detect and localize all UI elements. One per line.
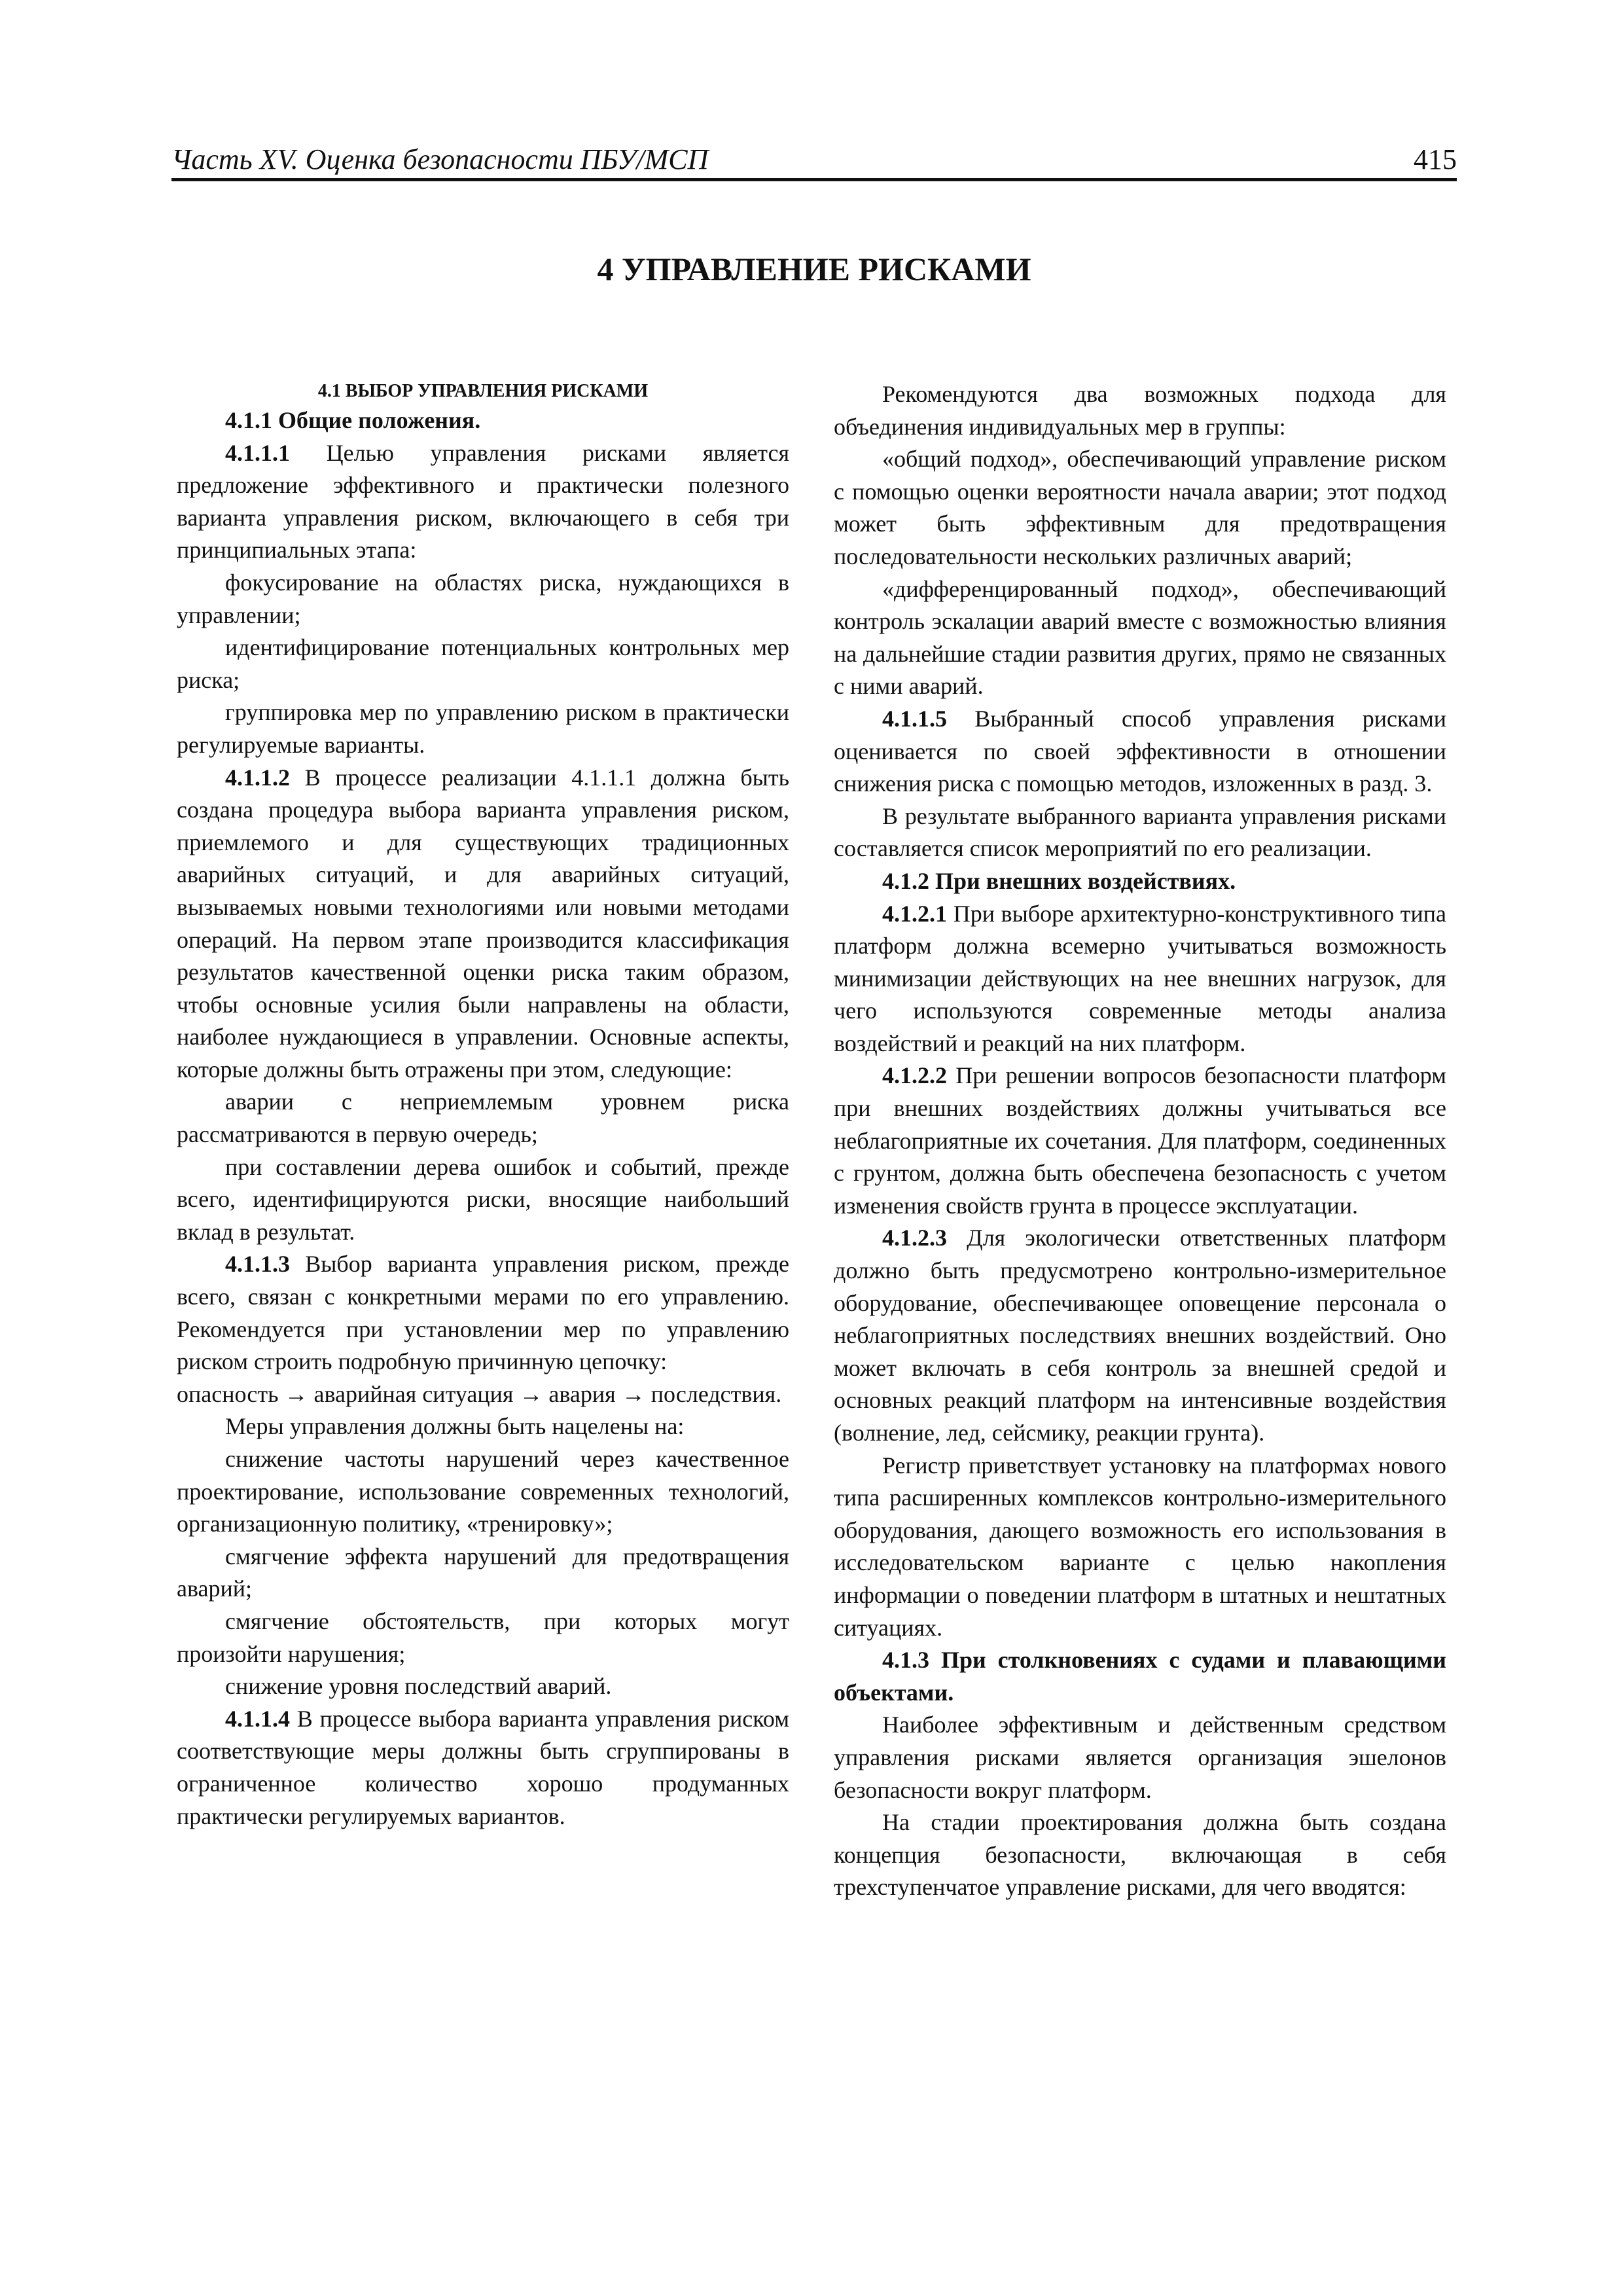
clause-number: 4.1.1.3 — [225, 1251, 290, 1278]
paragraph — [834, 378, 1446, 443]
right-paragraphs — [834, 378, 1446, 1904]
subsection-heading — [177, 404, 789, 437]
paragraph-text: аварии с неприемлемым уровнем риска рассматриваются в первую очередь; — [177, 1088, 789, 1148]
paragraph-text: «дифференцированный подход», обеспечивающий контроль эскалации аварий вместе с возможностью влияния на дальнейшие стадии развития других, прямо не связанных с ними аварий. — [834, 575, 1446, 700]
subsection-heading-text: 4.1.1 Общие положения. — [225, 407, 481, 433]
paragraph-text: В результате выбранного варианта управления рисками составляется список мероприятий по его реализации. — [834, 802, 1446, 862]
paragraph-text: На стадии проектирования должна быть создана концепция безопасности, включающая в себя трехступенчатое управление рисками, для чего вводятся: — [834, 1809, 1446, 1901]
paragraph — [177, 1443, 789, 1541]
paragraph-text: смягчение обстоятельств, при которых могут произойти нарушения; — [177, 1607, 789, 1667]
right-column — [834, 378, 1446, 1904]
left-paragraphs — [177, 404, 789, 1833]
paragraph — [834, 1060, 1446, 1222]
clause-number: 4.1.1.1 — [225, 439, 290, 466]
paragraph — [177, 1410, 789, 1443]
clause-number: 4.1.1.4 — [225, 1705, 290, 1732]
paragraph — [177, 1151, 789, 1249]
paragraph-text: В процессе выбора варианта управления риском соответствующие меры должны быть сгруппированы в ограниченное количество хорошо продуманных практически регулируемых вариантов. — [177, 1705, 789, 1829]
paragraph-text: при составлении дерева ошибок и событий, прежде всего, идентифицируются риски, вносящие наибольший вклад в результат. — [177, 1153, 789, 1245]
paragraph-text: фокусирование на областях риска, нуждающихся в управлении; — [177, 569, 789, 628]
subsection-heading — [834, 1644, 1446, 1709]
paragraph — [177, 1703, 789, 1833]
paragraph-text: Рекомендуются два возможных подхода для объединения индивидуальных мер в группы: — [834, 381, 1446, 440]
paragraph — [834, 443, 1446, 573]
paragraph — [834, 1709, 1446, 1806]
subsection-heading-text: 4.1.3 При столкновениях с судами и плавающими объектами. — [834, 1647, 1446, 1706]
paragraph — [177, 1248, 789, 1378]
paragraph — [177, 762, 789, 1086]
paragraph — [834, 1222, 1446, 1449]
paragraph — [177, 437, 789, 567]
paragraph-text: смягчение эффекта нарушений для предотвращения аварий; — [177, 1543, 789, 1602]
paragraph-text: снижение частоты нарушений через качественное проектирование, использование современных технологий, организационную политику, «тренировку»; — [177, 1446, 789, 1537]
section-heading: 4.1 ВЫБОР УПРАВЛЕНИЯ РИСКАМИ — [317, 381, 649, 401]
paragraph — [177, 567, 789, 632]
subsection-heading — [834, 865, 1446, 898]
paragraph — [834, 1450, 1446, 1645]
paragraph-text: идентифицирование потенциальных контрольных мер риска; — [177, 634, 789, 693]
clause-number: 4.1.2.2 — [882, 1062, 947, 1089]
paragraph-text: опасность → аварийная ситуация → авария → последствия. — [177, 1380, 782, 1407]
paragraph-text: Целью управления рисками является предложение эффективного и практически полезного варианта управления риском, включающего в себя три принципиальных этапа: — [177, 439, 789, 564]
paragraph — [177, 1541, 789, 1605]
paragraph — [177, 632, 789, 696]
paragraph — [834, 800, 1446, 865]
paragraph-text: Меры управления должны быть нацелены на: — [225, 1413, 685, 1440]
paragraph — [177, 1670, 789, 1703]
clause-number: 4.1.2.3 — [882, 1225, 947, 1251]
chapter-title: 4 УПРАВЛЕНИЕ РИСКАМИ — [597, 251, 1031, 287]
clause-number: 4.1.1.2 — [225, 764, 290, 791]
paragraph — [177, 1378, 789, 1411]
paragraph-text: Выбор варианта управления риском, прежде всего, связан с конкретными мерами по его управлению. Рекомендуется при установлении мер по управлению риском строить подробную причинную цепочку: — [177, 1251, 789, 1375]
paragraph — [177, 696, 789, 761]
paragraph-text: При решении вопросов безопасности платформ при внешних воздействиях должны учитываться все неблагоприятные их сочетания. Для платформ, соединенных с грунтом, должна быть обеспечена безопасность с учетом изменения свойств грунта в процессе эксплуатации. — [834, 1062, 1446, 1219]
paragraph — [834, 573, 1446, 703]
paragraph — [177, 1605, 789, 1670]
paragraph-text: Для экологически ответственных платформ должно быть предусмотрено контрольно-измерительное оборудование, обеспечивающее оповещение персонала о неблагоприятных последствиях внешних воздействий. Оно может включать в себя контроль за внешней средой и основных реакций платформ на интенсивные воздействия (волнение, лед, сейсмику, реакции грунта). — [834, 1225, 1446, 1446]
paragraph — [834, 898, 1446, 1060]
running-header — [171, 141, 1457, 181]
page-number: 415 — [1414, 143, 1457, 175]
paragraph — [834, 1806, 1446, 1904]
paragraph — [834, 703, 1446, 800]
paragraph-text: «общий подход», обеспечивающий управление риском с помощью оценки вероятности начала аварии; этот подход может быть эффективным для предотвращения последовательности нескольких различных аварий; — [834, 446, 1446, 569]
clause-number: 4.1.1.5 — [882, 705, 947, 732]
paragraph-text: Регистр приветствует установку на платформах нового типа расширенных комплексов контрольно-измерительного оборудования, дающего возможность его использования в исследовательском варианте с целью накопления информации о поведении платформ в штатных и нештатных ситуациях. — [834, 1452, 1446, 1641]
paragraph-text: Наиболее эффективным и действенным средством управления рисками является организация эшелонов безопасности вокруг платформ. — [834, 1712, 1446, 1803]
paragraph-text: Выбранный способ управления рисками оценивается по своей эффективности в отношении снижения риска с помощью методов, изложенных в разд. 3. — [834, 705, 1446, 797]
left-column — [177, 378, 789, 1833]
subsection-heading-text: 4.1.2 При внешних воздействиях. — [882, 867, 1236, 894]
paragraph — [177, 1086, 789, 1151]
paragraph-text: При выборе архитектурно-конструктивного типа платформ должна всемерно учитываться возможность минимизации действующих на нее внешних нагрузок, для чего используются современные методы анализа воздействий и реакций на них платформ. — [834, 900, 1446, 1056]
paragraph-text: снижение уровня последствий аварий. — [225, 1673, 612, 1700]
running-header-title: Часть XV. Оценка безопасности ПБУ/МСП — [171, 143, 709, 175]
paragraph-text: группировка мер по управлению риском в практически регулируемые варианты. — [177, 699, 789, 758]
paragraph-text: В процессе реализации 4.1.1.1 должна быть создана процедура выбора варианта управления риском, приемлемого и для существующих традиционных аварийных ситуаций, и для аварийных ситуаций, вызываемых новыми технологиями или новыми методами операций. На первом этапе производится классификация результатов качественной оценки риска таким образом, чтобы основные усилия были направлены на области, наиболее нуждающиеся в управлении. Основные аспекты, которые должны быть отражены при этом, следующие: — [177, 764, 789, 1083]
clause-number: 4.1.2.1 — [882, 900, 947, 927]
